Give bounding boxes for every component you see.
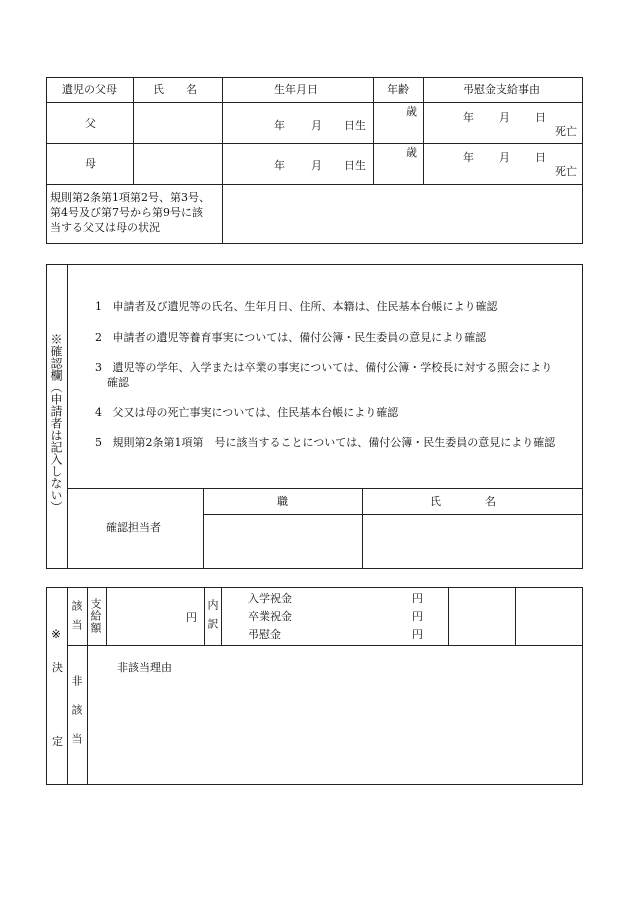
not-applicable-label: 非該当 — [70, 675, 83, 762]
name-header: 氏 名 — [430, 495, 496, 508]
col-divider — [515, 587, 516, 645]
mother-death-month: 月 — [499, 151, 510, 164]
mother-death-day: 日 — [535, 151, 546, 164]
item-text: 遺児等の学年、入学または卒業の事実については、備付公簿・学校長に対する照会により — [112, 361, 553, 374]
breakdown-item-label: 入学祝金 — [248, 592, 292, 605]
item-text: 父又は母の死亡事実については、住民基本台帳により確認 — [112, 406, 399, 419]
confirmation-item — [95, 362, 552, 373]
post-field[interactable] — [204, 515, 361, 568]
father-death-month: 月 — [499, 111, 510, 124]
mother-age-unit: 歳 — [406, 146, 417, 159]
item-text: 申請者及び遺児等の氏名、生年月日、住所、本籍は、住民基本台帳により確認 — [112, 300, 498, 313]
status-field[interactable] — [223, 185, 582, 243]
breakdown-item-unit: 円 — [412, 610, 423, 623]
item-text: 規則第2条第1項第 号に該当することについては、備付公簿・民生委員の意見により確認 — [112, 436, 556, 449]
col-divider — [67, 587, 68, 785]
item-number: 1 — [95, 300, 102, 313]
header-relation: 遺児の父母 — [62, 83, 117, 96]
row-divider — [46, 143, 583, 144]
col-divider — [423, 77, 424, 184]
mother-birth-month: 月 — [311, 159, 322, 172]
confirmation-item — [95, 301, 498, 312]
header-age: 年齢 — [387, 83, 409, 96]
status-label: 規則第2条第1項第2号、第3号、 第4号及び第7号から第9号に該 当する父又は母の状況 — [50, 191, 210, 234]
confirmation-item-continued: 確認 — [107, 376, 129, 389]
not-applicable-reason-label: 非該当理由 — [117, 661, 172, 674]
mother-death-label: 死亡 — [555, 165, 577, 178]
not-applicable-reason-field[interactable] — [88, 680, 582, 784]
row-divider — [67, 645, 583, 646]
mother-birth-day: 日生 — [344, 159, 366, 172]
father-death-label: 死亡 — [555, 125, 577, 138]
officer-name-field[interactable] — [363, 515, 582, 568]
row-relation-father: 父 — [85, 117, 96, 130]
mother-death-year: 年 — [463, 151, 474, 164]
breakdown-item-label: 弔慰金 — [248, 628, 281, 641]
father-birth-month: 月 — [311, 119, 322, 132]
breakdown-item-unit: 円 — [412, 628, 423, 641]
item-number: 4 — [95, 406, 102, 419]
confirmation-item — [95, 437, 555, 448]
row-relation-mother: 母 — [85, 157, 96, 170]
decision-side-label-1: 決 — [52, 661, 63, 674]
confirmation-item — [95, 332, 486, 343]
item-number: 2 — [95, 331, 102, 344]
item-text: 申請者の遺児等養育事実については、備付公簿・民生委員の意見により確認 — [112, 331, 487, 344]
row-divider — [67, 488, 583, 489]
col-divider — [133, 77, 134, 184]
confirmation-side-label: ※確認欄（申請者は記入しない） — [49, 333, 63, 513]
header-name: 氏 名 — [153, 83, 197, 96]
col-divider — [221, 587, 222, 645]
amount-field[interactable] — [107, 588, 203, 644]
father-death-year: 年 — [463, 111, 474, 124]
amount-yen: 円 — [186, 611, 197, 624]
header-birth: 生年月日 — [274, 83, 318, 96]
father-birth-day: 日生 — [344, 119, 366, 132]
officer-label: 確認担当者 — [106, 521, 161, 534]
col-divider — [373, 77, 374, 184]
col-divider — [448, 587, 449, 645]
col-divider — [204, 587, 205, 645]
father-age-unit: 歳 — [406, 105, 417, 118]
applicable-label: 該当 — [70, 600, 83, 638]
decision-mark: ※ — [51, 627, 62, 641]
col-divider — [67, 264, 68, 569]
breakdown-label: 内訳 — [206, 599, 219, 637]
item-number: 3 — [95, 361, 102, 374]
row-divider — [46, 102, 583, 103]
amount-label: 支給額 — [89, 598, 102, 634]
breakdown-item-unit: 円 — [412, 592, 423, 605]
father-death-day: 日 — [535, 111, 546, 124]
breakdown-item-label: 卒業祝金 — [248, 610, 292, 623]
father-birth-year: 年 — [274, 119, 285, 132]
confirmation-item — [95, 407, 398, 418]
item-number: 5 — [95, 436, 102, 449]
mother-birth-year: 年 — [274, 159, 285, 172]
header-reason: 弔慰金支給事由 — [463, 83, 540, 96]
decision-side-label-2: 定 — [52, 735, 63, 748]
post-header: 職 — [277, 495, 288, 508]
